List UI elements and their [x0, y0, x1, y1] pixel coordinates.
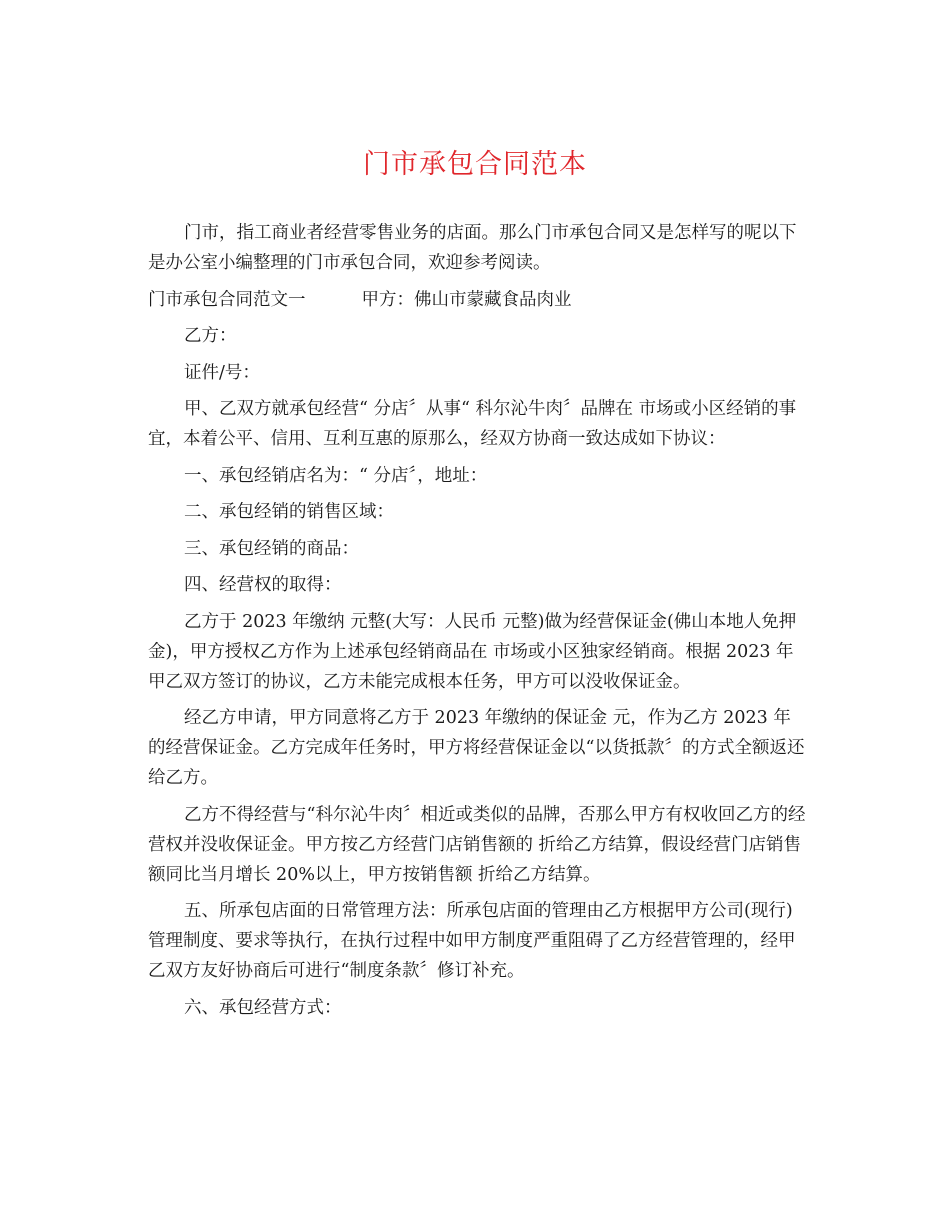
party-b: 乙方： — [184, 326, 237, 346]
clause-5: 五、所承包店面的日常管理方法：所承包店面的管理由乙方根据甲方公司(现行)管理制度、要求等执行，在执行过程中如甲方制度严重阻碍了乙方经营管理的，经甲乙双方友好协商后可进行“制度条款〞修订补充。 — [148, 901, 796, 981]
sample-heading-line — [148, 285, 808, 315]
clause-4: 四、经营权的取得： — [184, 575, 342, 595]
document-body — [148, 218, 808, 1029]
document-title: 门市承包合同范本 — [363, 149, 587, 180]
clause-3: 三、承包经销的商品： — [184, 538, 359, 559]
clause-1: 一、承包经销店名为：“ 分店〞，地址： — [184, 465, 488, 486]
clause-6: 六、承包经营方式： — [184, 997, 342, 1018]
clause-2: 二、承包经销的销售区域： — [184, 502, 394, 522]
sample-label: 门市承包合同范文一 — [148, 289, 306, 310]
apply-paragraph: 经乙方申请，甲方同意将乙方于 2023 年缴纳的保证金 元，作为乙方 2023 年的经营保证金。乙方完成年任务时，甲方将经营保证金以“以货抵款〞的方式全额返还给乙方。 — [148, 708, 805, 788]
preamble-paragraph: 甲、乙双方就承包经营“ 分店〞从事“ 科尔沁牛肉〞品牌在 市场或小区经销的事宜，本着公平、信用、互利互惠的原那么，经双方协商一致达成如下协议： — [148, 399, 797, 449]
party-a: 甲方：佛山市蒙藏食品肉业 — [361, 289, 572, 310]
brand-paragraph: 乙方不得经营与“科尔沁牛肉〞相近或类似的品牌，否那么甲方有权收回乙方的经营权并没收保证金。甲方按乙方经营门店销售额的 折给乙方结算，假设经营门店销售额同比当月增长 20%以上，甲方按销售额 折给乙方结算。 — [148, 804, 806, 885]
id-number: 证件/号： — [184, 362, 260, 383]
deposit-paragraph: 乙方于 2023 年缴纳 元整(大写：人民币 元整)做为经营保证金(佛山本地人免押金)，甲方授权乙方作为上述承包经销商品在 市场或小区独家经销商。根据 2023 年甲乙双方签订的协议，乙方未能完成根本任务，甲方可以没收保证金。 — [148, 611, 797, 692]
intro-paragraph: 门市，指工商业者经营零售业务的店面。那么门市承包合同又是怎样写的呢以下是办公室小编整理的门市承包合同，欢迎参考阅读。 — [148, 223, 797, 273]
